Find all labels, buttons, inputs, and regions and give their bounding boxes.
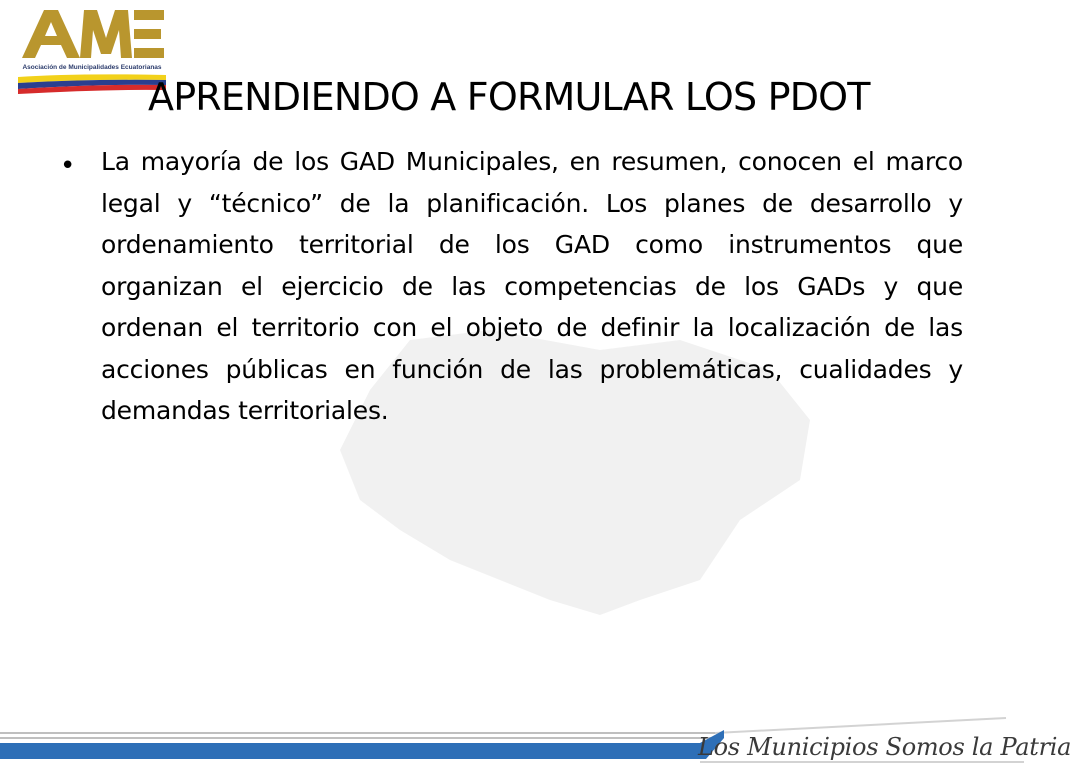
ame-logo	[18, 8, 166, 94]
footer-slogan: Los Municipios Somos la Patria	[698, 733, 1071, 761]
bullet-text: La mayoría de los GAD Municipales, en resumen, conocen el marco legal y “técnico” de la planificación. Los planes de desarrollo y ordenamiento territorial de los GAD como instrumentos que organizan el ejercicio de las competencias de los GADs y que ordenan el territorio con el objeto de definir la localización de las acciones públicas en función de las problemáticas, cualidades y demandas territoriales.	[101, 147, 963, 425]
bullet-marker: •	[60, 151, 76, 181]
slide-title: APRENDIENDO A FORMULAR LOS PDOT	[148, 75, 870, 119]
flag-swoosh	[18, 71, 166, 95]
ame-logo-subtitle: Asociación de Municipalidades Ecuatorianas	[22, 64, 162, 71]
ame-wordmark	[18, 8, 166, 60]
